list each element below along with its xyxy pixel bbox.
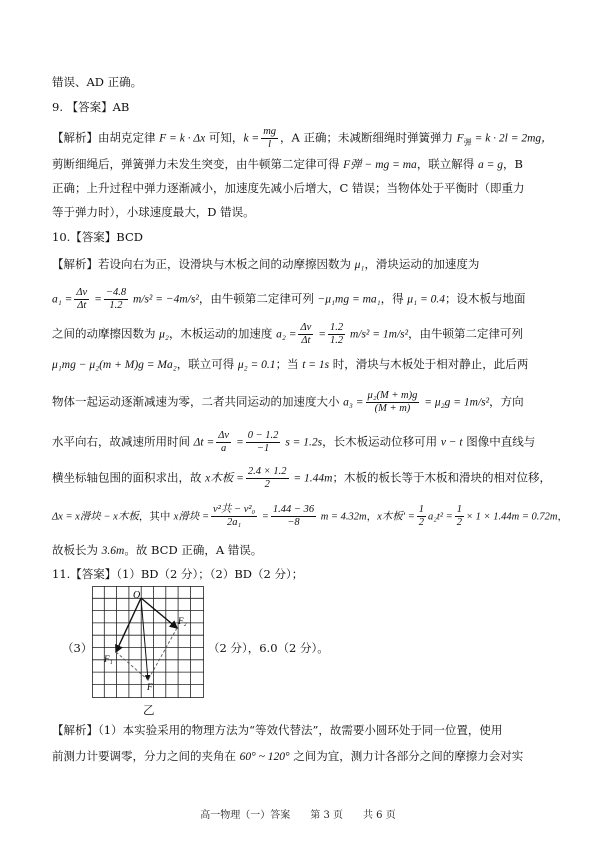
analysis-11-line-1: 【解析】（1）本实验采用的物理方法为“等效代替法”，故需要小圆环处于同一位置，使用: [52, 723, 503, 737]
analysis-10-line-5: 物体一起运动逐渐减速为零，二者共同运动的加速度大小 a₃ = $\frac{\text{μ₂(M + m)g}}{(M + m)}$ = μ₂g = 1m/s²，方向: [52, 390, 524, 414]
analysis-10-line-4: μ₁mg − μ₂(m + M)g = Ma₂，联立可得 μ₂ = 0.1；当 t = 1s 时，滑块与木板处于相对静止，此后两: [52, 357, 529, 371]
analysis-9-line-1: 【解析】由胡克定律 F = k · Δx 可知，k = $\frac{mg}{l}$ ，A 正确；未减断细绳时弹簧弹力 $F_弹 = k \cdot 2l = 2mg$，: [52, 126, 553, 150]
force-f2-label: F₂: [178, 616, 187, 626]
force-f2-arrow: [141, 598, 177, 628]
force-f1-label: F₁: [104, 654, 113, 664]
analysis-10-line-2: a₁ = $\frac{\Delta v}{\Delta t}$ = $\frac{-4.8}{1.2}$ m/s² = −4m/s²，由牛顿第二定律可列 −μ₁mg = ma₁，得 μ₁ = 0.4；设木板与地面: [52, 287, 526, 311]
page-footer: 高一物理（一）答案 第 3 页 共 6 页: [200, 810, 396, 821]
answer-11: 11.【答案】（1）BD（2 分）；（2）BD（2 分）；: [52, 567, 304, 581]
analysis-9-line-4: 等于弹力时），小球速度最大，D 错误。: [52, 205, 255, 219]
force-grid-svg: [92, 586, 204, 698]
analysis-10-line-9: 故板长为 3.6m。故 BCD 正确，A 错误。: [52, 543, 263, 557]
analysis-11-line-2: 前测力计要调零，分力之间的夹角在 60° ~ 120° 之间为宜，测力计各部分之间的摩擦力会对实: [52, 749, 524, 763]
text-line: 错误、AD 正确。: [52, 75, 143, 89]
force-diagram: [92, 586, 204, 698]
parallelogram-dash-1: [116, 652, 148, 680]
answer-11-part-3-score: （2 分），6.0（2 分）。: [208, 641, 329, 655]
analysis-10-line-1: 【解析】若设向右为正，设滑块与木板之间的动摩擦因数为 μ₁，滑块运动的加速度为: [52, 257, 480, 271]
analysis-9-line-3: 正确；上升过程中弹力逐渐减小，加速度先减小后增大，C 错误；当物体处于平衡时（即重力: [52, 181, 525, 195]
analysis-10-line-6: 水平向右，故减速所用时间 Δt = $\frac{\Delta v}{a}$ = $\frac{0 - 1.2}{-1}$ s = 1.2s，长木板运动位移可用 v − t 图像中直线与: [52, 430, 536, 454]
answer-9: 9. 【答案】AB: [52, 100, 130, 114]
analysis-10-line-8: Δx = x滑块 − x木板，其中 x滑块 = $\frac{\text{v²共 − v²₀}}{\text{2a₁}}$ = $\frac{1.44 - 36}{-8}$ m = 4.32m，x木板′ = $\frac{1}{2}$ a₂t² = $\frac{1}{2}$ × 1 × 1.44m = 0.72m，: [52, 504, 569, 528]
analysis-9-line-2: 剪断细绳后，弹簧弹力未发生突变，由牛顿第二定律可得 F弹 − mg = ma，联立解得 a = g，B: [52, 157, 523, 171]
analysis-10-line-3: 之间的动摩擦因数为 μ₂，木板运动的加速度 a₂ = $\frac{\Delta v}{\Delta t}$ = $\frac{1.2}{1.2}$ m/s² = 1m/s²，由牛顿第二定律可列: [52, 322, 524, 346]
answer-10: 10.【答案】BCD: [52, 230, 143, 244]
answer-11-part-3-label: （3）: [62, 641, 93, 655]
force-f-label: F: [147, 682, 153, 692]
analysis-10-line-7: 横坐标轴包围的面积求出，故 x木板 = $\frac{2.4 \times 1.2}{2}$ = 1.44m；木板的板长等于木板和滑块的相对位移，: [52, 466, 551, 490]
point-o-label: O: [133, 590, 141, 601]
figure-label: 乙: [143, 703, 155, 717]
